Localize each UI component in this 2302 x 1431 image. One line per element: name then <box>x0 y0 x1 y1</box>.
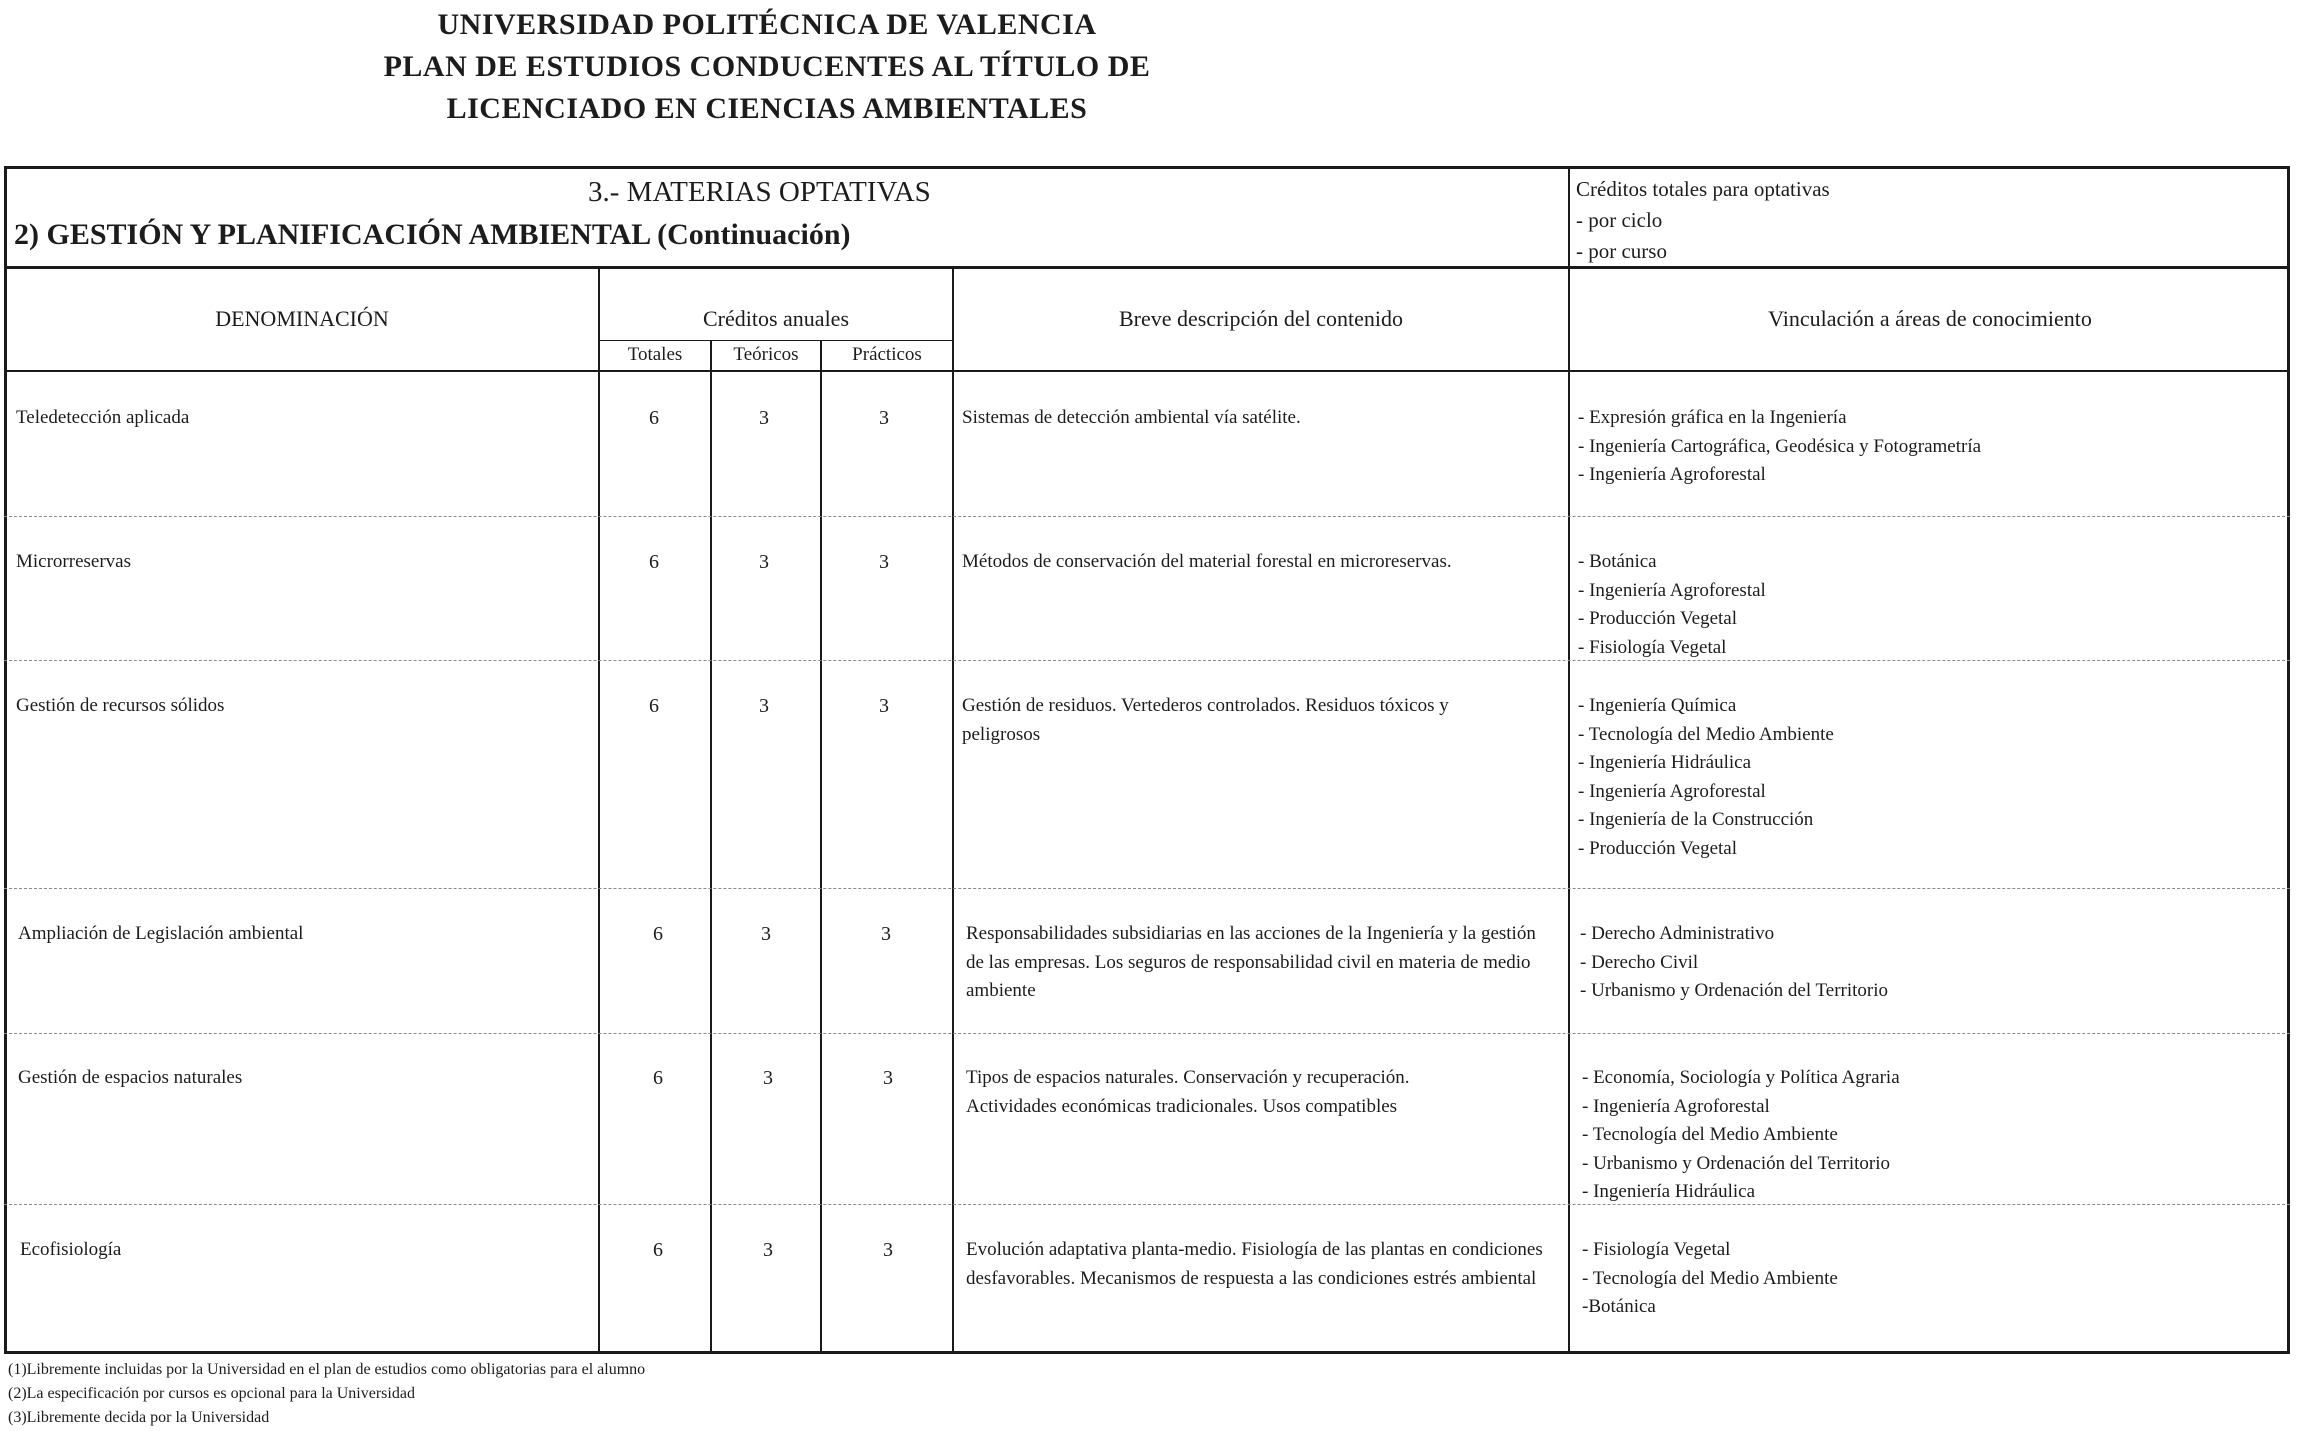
subject-description: Sistemas de detección ambiental vía satélite. <box>962 407 1301 428</box>
credits-totales: 6 <box>653 1067 663 1089</box>
knowledge-area: - Ingeniería Química <box>1578 695 1737 716</box>
subject-name: Teledetección aplicada <box>16 407 190 428</box>
knowledge-area: - Ingeniería de la Construcción <box>1578 809 1814 830</box>
column-header-practicos: Prácticos <box>852 344 922 365</box>
column-header-teoricos: Teóricos <box>733 344 799 365</box>
divider-teoricos-practicos <box>820 340 822 1354</box>
credits-practicos: 3 <box>881 923 891 945</box>
knowledge-area: - Ingeniería Cartográfica, Geodésica y Fotogrametría <box>1578 435 1982 457</box>
credits-subhead-line <box>598 340 952 341</box>
knowledge-area: - Ingeniería Agroforestal <box>1578 464 1766 485</box>
column-header-creditos: Créditos anuales <box>702 306 850 331</box>
credits-totales: 6 <box>649 551 659 573</box>
knowledge-area: - Urbanismo y Ordenación del Territorio <box>1580 980 1889 1001</box>
row-separator <box>4 1204 2290 1205</box>
knowledge-area: - Tecnología del Medio Ambiente <box>1582 1124 1838 1145</box>
subject-description: Gestión de residuos. Vertederos controlados. Residuos tóxicos y peligrosos <box>962 695 1449 745</box>
knowledge-area: - Botánica <box>1578 551 1657 572</box>
plan-title: PLAN DE ESTUDIOS CONDUCENTES AL TÍTULO DE <box>383 50 1151 83</box>
credits-totales: 6 <box>653 1239 663 1261</box>
footnote: (1)Libremente incluidas por la Universidad en el plan de estudios como obligatorias para el alumno <box>8 1361 646 1378</box>
credits-totales: 6 <box>653 923 663 945</box>
subject-description: Métodos de conservación del material forestal en microreservas. <box>962 551 1452 572</box>
knowledge-areas <box>1582 1064 1900 1207</box>
credits-teoricos: 3 <box>763 1239 773 1261</box>
knowledge-area: - Urbanismo y Ordenación del Territorio <box>1582 1152 1891 1174</box>
credits-practicos: 3 <box>879 551 889 573</box>
knowledge-area: - Economía, Sociología y Política Agraria <box>1582 1067 1900 1088</box>
knowledge-area: - Ingeniería Agroforestal <box>1582 1095 1770 1117</box>
credits-teoricos: 3 <box>759 695 769 717</box>
degree-title: LICENCIADO EN CIENCIAS AMBIENTALES <box>446 92 1088 125</box>
subject-description: Responsabilidades subsidiarias en las acciones de la Ingeniería y la gestión de las empresas. Los seguros de responsabilidad civil en materia de medio ambiente <box>966 923 1536 1001</box>
subject-name: Microrreservas <box>16 551 132 572</box>
credits-practicos: 3 <box>883 1067 893 1089</box>
knowledge-area: - Ingeniería Hidráulica <box>1582 1181 1756 1202</box>
knowledge-area: - Ingeniería Agroforestal <box>1578 780 1766 802</box>
knowledge-area: - Fisiología Vegetal <box>1578 636 1727 658</box>
subject-name: Gestión de espacios naturales <box>18 1067 243 1088</box>
credits-info-line: - por curso <box>1576 239 1667 263</box>
section-subtitle-main: 2) GESTIÓN Y PLANIFICACIÓN AMBIENTAL <box>14 218 650 251</box>
column-header-denominacion: DENOMINACIÓN <box>215 306 389 331</box>
row-separator <box>4 516 2290 517</box>
knowledge-area: - Tecnología del Medio Ambiente <box>1578 723 1834 745</box>
footnote: (3)Libremente decida por la Universidad <box>8 1409 270 1426</box>
knowledge-area: - Derecho Administrativo <box>1580 923 1775 944</box>
footnote: (2)La especificación por cursos es opcional para la Universidad <box>8 1385 415 1402</box>
knowledge-area: - Producción Vegetal <box>1578 837 1737 859</box>
credits-totales: 6 <box>649 695 659 717</box>
optional-credits-info <box>1576 174 1830 267</box>
credits-info-line: Créditos totales para optativas <box>1576 177 1830 201</box>
document-header <box>0 4 1534 130</box>
divider-name-credits <box>598 268 600 1354</box>
knowledge-areas <box>1580 920 1888 1006</box>
credits-info-line: - por ciclo <box>1576 208 1663 232</box>
column-header-descripcion: Breve descripción del contenido <box>1118 306 1404 331</box>
row-separator <box>4 660 2290 661</box>
row-separator <box>4 888 2290 889</box>
knowledge-area: - Producción Vegetal <box>1578 608 1737 629</box>
knowledge-areas <box>1582 1236 1838 1322</box>
column-header-totales: Totales <box>627 344 683 365</box>
credits-teoricos: 3 <box>763 1067 773 1089</box>
credits-practicos: 3 <box>883 1239 893 1261</box>
divider-credits-description <box>952 268 954 1354</box>
credits-teoricos: 3 <box>761 923 771 945</box>
subject-description: Tipos de espacios naturales. Conservación y recuperación. Actividades económicas tradicionales. Usos compatibles <box>966 1067 1410 1117</box>
column-header-bottom-line <box>4 370 2290 372</box>
knowledge-areas <box>1578 692 1834 863</box>
divider-section-credits <box>1568 166 1570 1354</box>
credits-teoricos: 3 <box>759 551 769 573</box>
knowledge-area: - Ingeniería Hidráulica <box>1578 752 1752 773</box>
column-header-vinculacion: Vinculación a áreas de conocimiento <box>1768 306 2092 331</box>
knowledge-area: - Ingeniería Agroforestal <box>1578 579 1766 601</box>
knowledge-area: - Expresión gráfica en la Ingeniería <box>1578 407 1847 428</box>
header-bottom-line <box>4 266 2290 269</box>
credits-practicos: 3 <box>879 407 889 429</box>
subject-name: Gestión de recursos sólidos <box>16 695 225 716</box>
university-title: UNIVERSIDAD POLITÉCNICA DE VALENCIA <box>437 8 1097 41</box>
knowledge-area: - Derecho Civil <box>1580 951 1699 973</box>
credits-teoricos: 3 <box>759 407 769 429</box>
knowledge-area: - Fisiología Vegetal <box>1582 1239 1731 1260</box>
knowledge-area: - Tecnología del Medio Ambiente <box>1582 1267 1838 1289</box>
divider-totales-teoricos <box>710 340 712 1354</box>
subject-description: Evolución adaptativa planta-medio. Fisiología de las plantas en condiciones desfavorables. Mecanismos de respuesta a las condiciones estrés ambiental <box>966 1239 1543 1289</box>
row-separator <box>4 1033 2290 1034</box>
credits-totales: 6 <box>649 407 659 429</box>
footnotes <box>8 1358 645 1430</box>
section-subtitle <box>14 215 851 255</box>
knowledge-area: -Botánica <box>1582 1296 1656 1317</box>
subjects-table <box>4 166 2290 1354</box>
section-title: 3.- MATERIAS OPTATIVAS <box>588 176 931 208</box>
credits-practicos: 3 <box>879 695 889 717</box>
section-subtitle-suffix: (Continuación) <box>657 218 851 251</box>
subject-name: Ampliación de Legislación ambiental <box>18 923 304 944</box>
knowledge-areas <box>1578 548 1766 662</box>
knowledge-areas <box>1578 404 1981 490</box>
subject-name: Ecofisiología <box>20 1239 122 1260</box>
